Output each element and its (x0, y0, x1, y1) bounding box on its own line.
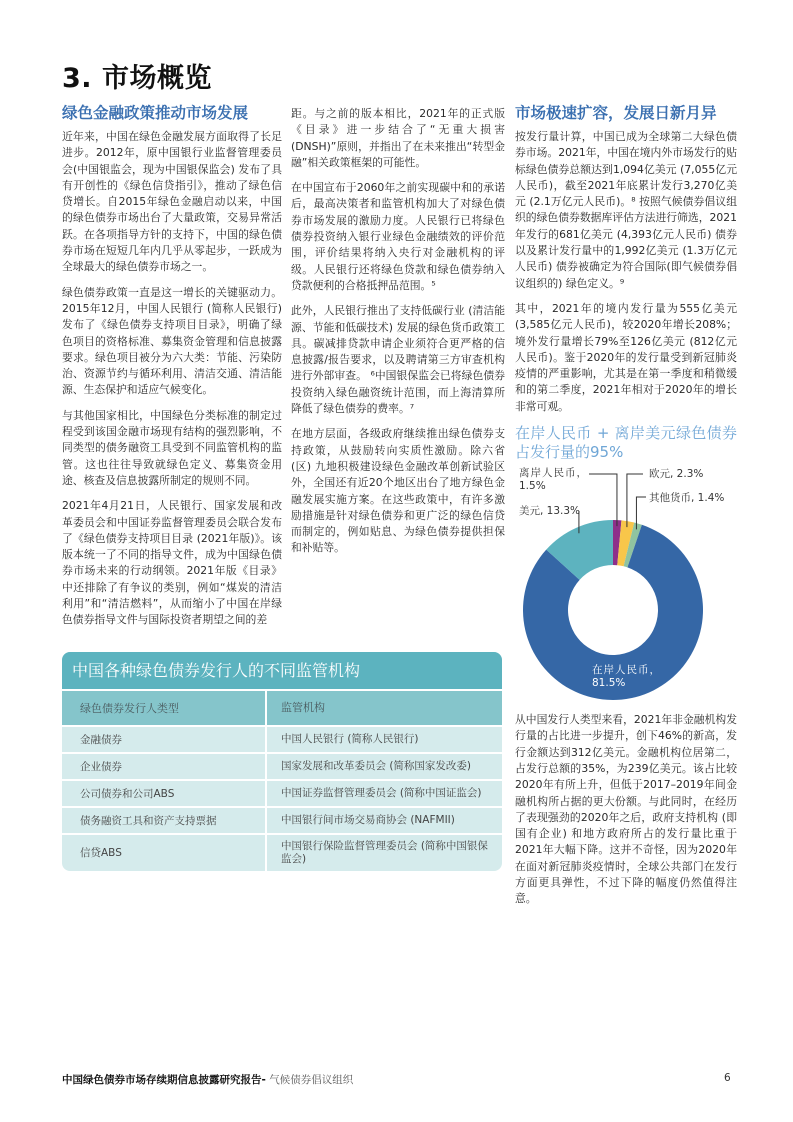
paragraph: 在地方层面，各级政府继续推出绿色债券支持政策，从鼓励转向实质性激励。除六省 (区) 九地积极建设绿色金融改革创新试验区外，全国还有近20个地区出台了地方绿色金融发展实施方案。在这些政策中，有许多激励措施是针对绿色债券和更广泛的绿色信贷而制定的，例如贴息、为绿色债券提供担保和补贴等。 (291, 427, 505, 555)
regulator-cell: 中国银行保险监督管理委员会 (简称中国银保监会) (281, 839, 488, 865)
table-title: 中国各种绿色债券发行人的不同监管机构 (62, 652, 502, 689)
paragraph: 其中，2021年的境内发行量为555亿美元(3,585亿元人民币)，较2020年增长208%；境外发行量增长79%至126亿美元 (812亿元人民币)。鉴于2020年的发行量受到新冠肺炎疫情的严重影响，尤其是在第一季度和稍微缓和的第二季度，2021年相对于2020年的增长非常可观。 (515, 301, 737, 413)
table-row (62, 833, 502, 871)
section-heading-market: 市场极速扩容，发展日新月异 (515, 104, 717, 122)
regulator-cell: 中国证券监督管理委员会 (简称中国证监会) (281, 786, 482, 799)
paragraph: 2021年4月21日，人民银行、国家发展和改革委员会和中国证券监督管理委员会联合发布了《绿色债券支持项目目录 (2021年版)》。该版本统一了不同的指导文件，成为中国绿色债券市场未来的行动纲领。2021年版《目录》中还排除了有争议的类别，例如“煤炭的清洁利用”和“清洁燃料”，从而缩小了中国在岸绿色债券指导文件与国际投资者期望之间的差 (62, 499, 282, 627)
regulator-table (62, 652, 502, 871)
donut-chart-area (515, 464, 740, 704)
label-offshore-rmb: 离岸人民币，1.5% (519, 467, 587, 493)
page-number: 6 (724, 1072, 731, 1084)
column-2 (291, 102, 505, 638)
paragraph: 距。与之前的版本相比，2021年的正式版《目录》进一步结合了“无重大损害 (DNSH)”原则，并指出了在未来推出“转型金融”相关政策框架的可能性。 (291, 107, 505, 169)
column-3 (515, 102, 737, 917)
paragraph: 近年来，中国在绿色金融发展方面取得了长足进步。2012年，原中国银行业监督管理委员会(中国银监会，现为中国银保监会) 发布了具有开创性的《绿色信贷指引》，推动了绿色信贷增长。自2015年绿色金融启动以来，中国的绿色债券市场出台了大量政策，交易异常活跃。在各项指导方针的支持下，中国的绿色债券市场在短短几年内几乎从零起步，一跃成为全球最大的绿色债券市场之一。 (62, 130, 282, 274)
page-title: 3. 市场概览 (62, 63, 212, 94)
label-other: 其他货币, 1.4% (649, 492, 725, 505)
paragraph: 与其他国家相比，中国绿色分类标准的制定过程受到该国金融市场现有结构的强烈影响，不同类型的债务融资工具受到不同监管机构的监管。这也往往导致就绿色定义、募集资金用途、核查及信息披露所制定的规则不同。 (62, 408, 282, 487)
paragraph: 从中国发行人类型来看，2021年非金融机构发行量的占比进一步提升，创下46%的新高，发行金额达到312亿美元。金融机构位居第二，占发行总额的35%，为239亿美元。该占比较2020年有所上升，但低于2017–2019年间金融机构所占据的更大份额。与此同时，在经历了表现强劲的2020年之后，政府支持机构 (即国有企业) 和地方政府所占的发行量比重于2021年大幅下降。这并不奇怪，因为2020年在面对新冠肺炎疫情时，全球公共部门在发行方面更具弹性，不过下降的幅度仍然值得注意。 (515, 713, 737, 906)
footer (62, 1072, 353, 1087)
regulator-cell: 中国银行间市场交易商协会 (NAFMII) (281, 813, 455, 826)
column-1 (62, 102, 282, 638)
issuer-type-cell: 金融债券 (62, 727, 267, 752)
column-header: 监管机构 (281, 701, 325, 715)
issuer-type-cell: 债务融资工具和资产支持票据 (62, 808, 267, 833)
report-title: 中国绿色债券市场存续期信息披露研究报告- (62, 1074, 266, 1086)
column-header: 绿色债券发行人类型 (62, 691, 267, 725)
regulator-cell: 国家发展和改革委员会 (简称国家发改委) (281, 759, 472, 772)
paragraph: 绿色债券政策一直是这一增长的关键驱动力。2015年12月，中国人民银行 (简称人民银行) 发布了《绿色债券支持项目目录》，明确了绿色项目的资格标准、募集资金管理和信息披露要求。绿色项目被分为六大类：节能、污染防治、资源节约与循环利用、清洁交通、清洁能源、生态保护和适应气候变化。 (62, 285, 282, 397)
label-onshore-rmb: 在岸人民币，81.5% (592, 664, 660, 690)
issuer-type-cell: 企业债券 (62, 754, 267, 779)
paragraph: 此外，人民银行推出了支持低碳行业 (清洁能源、节能和低碳技术) 发展的绿色货币政策工具。碳减排贷款申请企业须符合更严格的信息披露/报告要求，以及聘请第三方审查机构进行外部审查。 ⁶中国银保监会已将绿色债券投资纳入绿色融资统计范围，而上海清算所降低了绿色债券的费率。⁷ (291, 304, 505, 416)
leader-line (627, 474, 643, 527)
left-block (62, 102, 505, 871)
label-usd: 美元, 13.3% (519, 505, 581, 518)
columns-1-2 (62, 102, 505, 638)
table-row (62, 725, 502, 752)
issuer-type-cell: 信贷ABS (62, 835, 267, 871)
regulator-cell: 中国人民银行 (简称人民银行) (281, 732, 419, 745)
paragraph: 按发行量计算，中国已成为全球第二大绿色债券市场。2021年，中国在境内外市场发行的贴标绿色债券总额达到1,094亿美元 (7,055亿元人民币)，截至2021年底累计发行3,270亿美元 (2.1万亿元人民币)。⁸ 按照气候债券倡议组织的绿色债券数据库评估方法进行筛选，2021年发行的681亿美元 (4,393亿元人民币) 债券以及累计发行量中的1,992亿美元 (1.3万亿元人民币) 债券被确定为符合国际(即气候债券倡议组织的) 绿色定义。⁹ (515, 130, 737, 290)
organization-name: 气候债券倡议组织 (265, 1074, 354, 1086)
table-row (62, 752, 502, 779)
table-header-row (62, 689, 502, 725)
paragraph: 在中国宣布于2060年之前实现碳中和的承诺后，最高决策者和监管机构加大了对绿色债券市场发展的激励力度。人民银行已将绿色债券投资纳入银行业绿色金融绩效的评价范围，评价结果将纳入央行对金融机构的评级。人民银行还将绿色贷款和绿色债券纳入贷款便利的合格抵押品范围。⁵ (291, 181, 505, 292)
table-row (62, 779, 502, 806)
issuer-type-cell: 公司债券和公司ABS (62, 781, 267, 806)
section-heading-policy: 绿色金融政策推动市场发展 (62, 104, 249, 122)
table-row (62, 806, 502, 833)
chart-title: 在岸人民币 + 离岸美元绿色债券占发行量的95% (515, 424, 737, 462)
leader-line (589, 474, 617, 526)
label-eur: 欧元, 2.3% (649, 468, 704, 481)
